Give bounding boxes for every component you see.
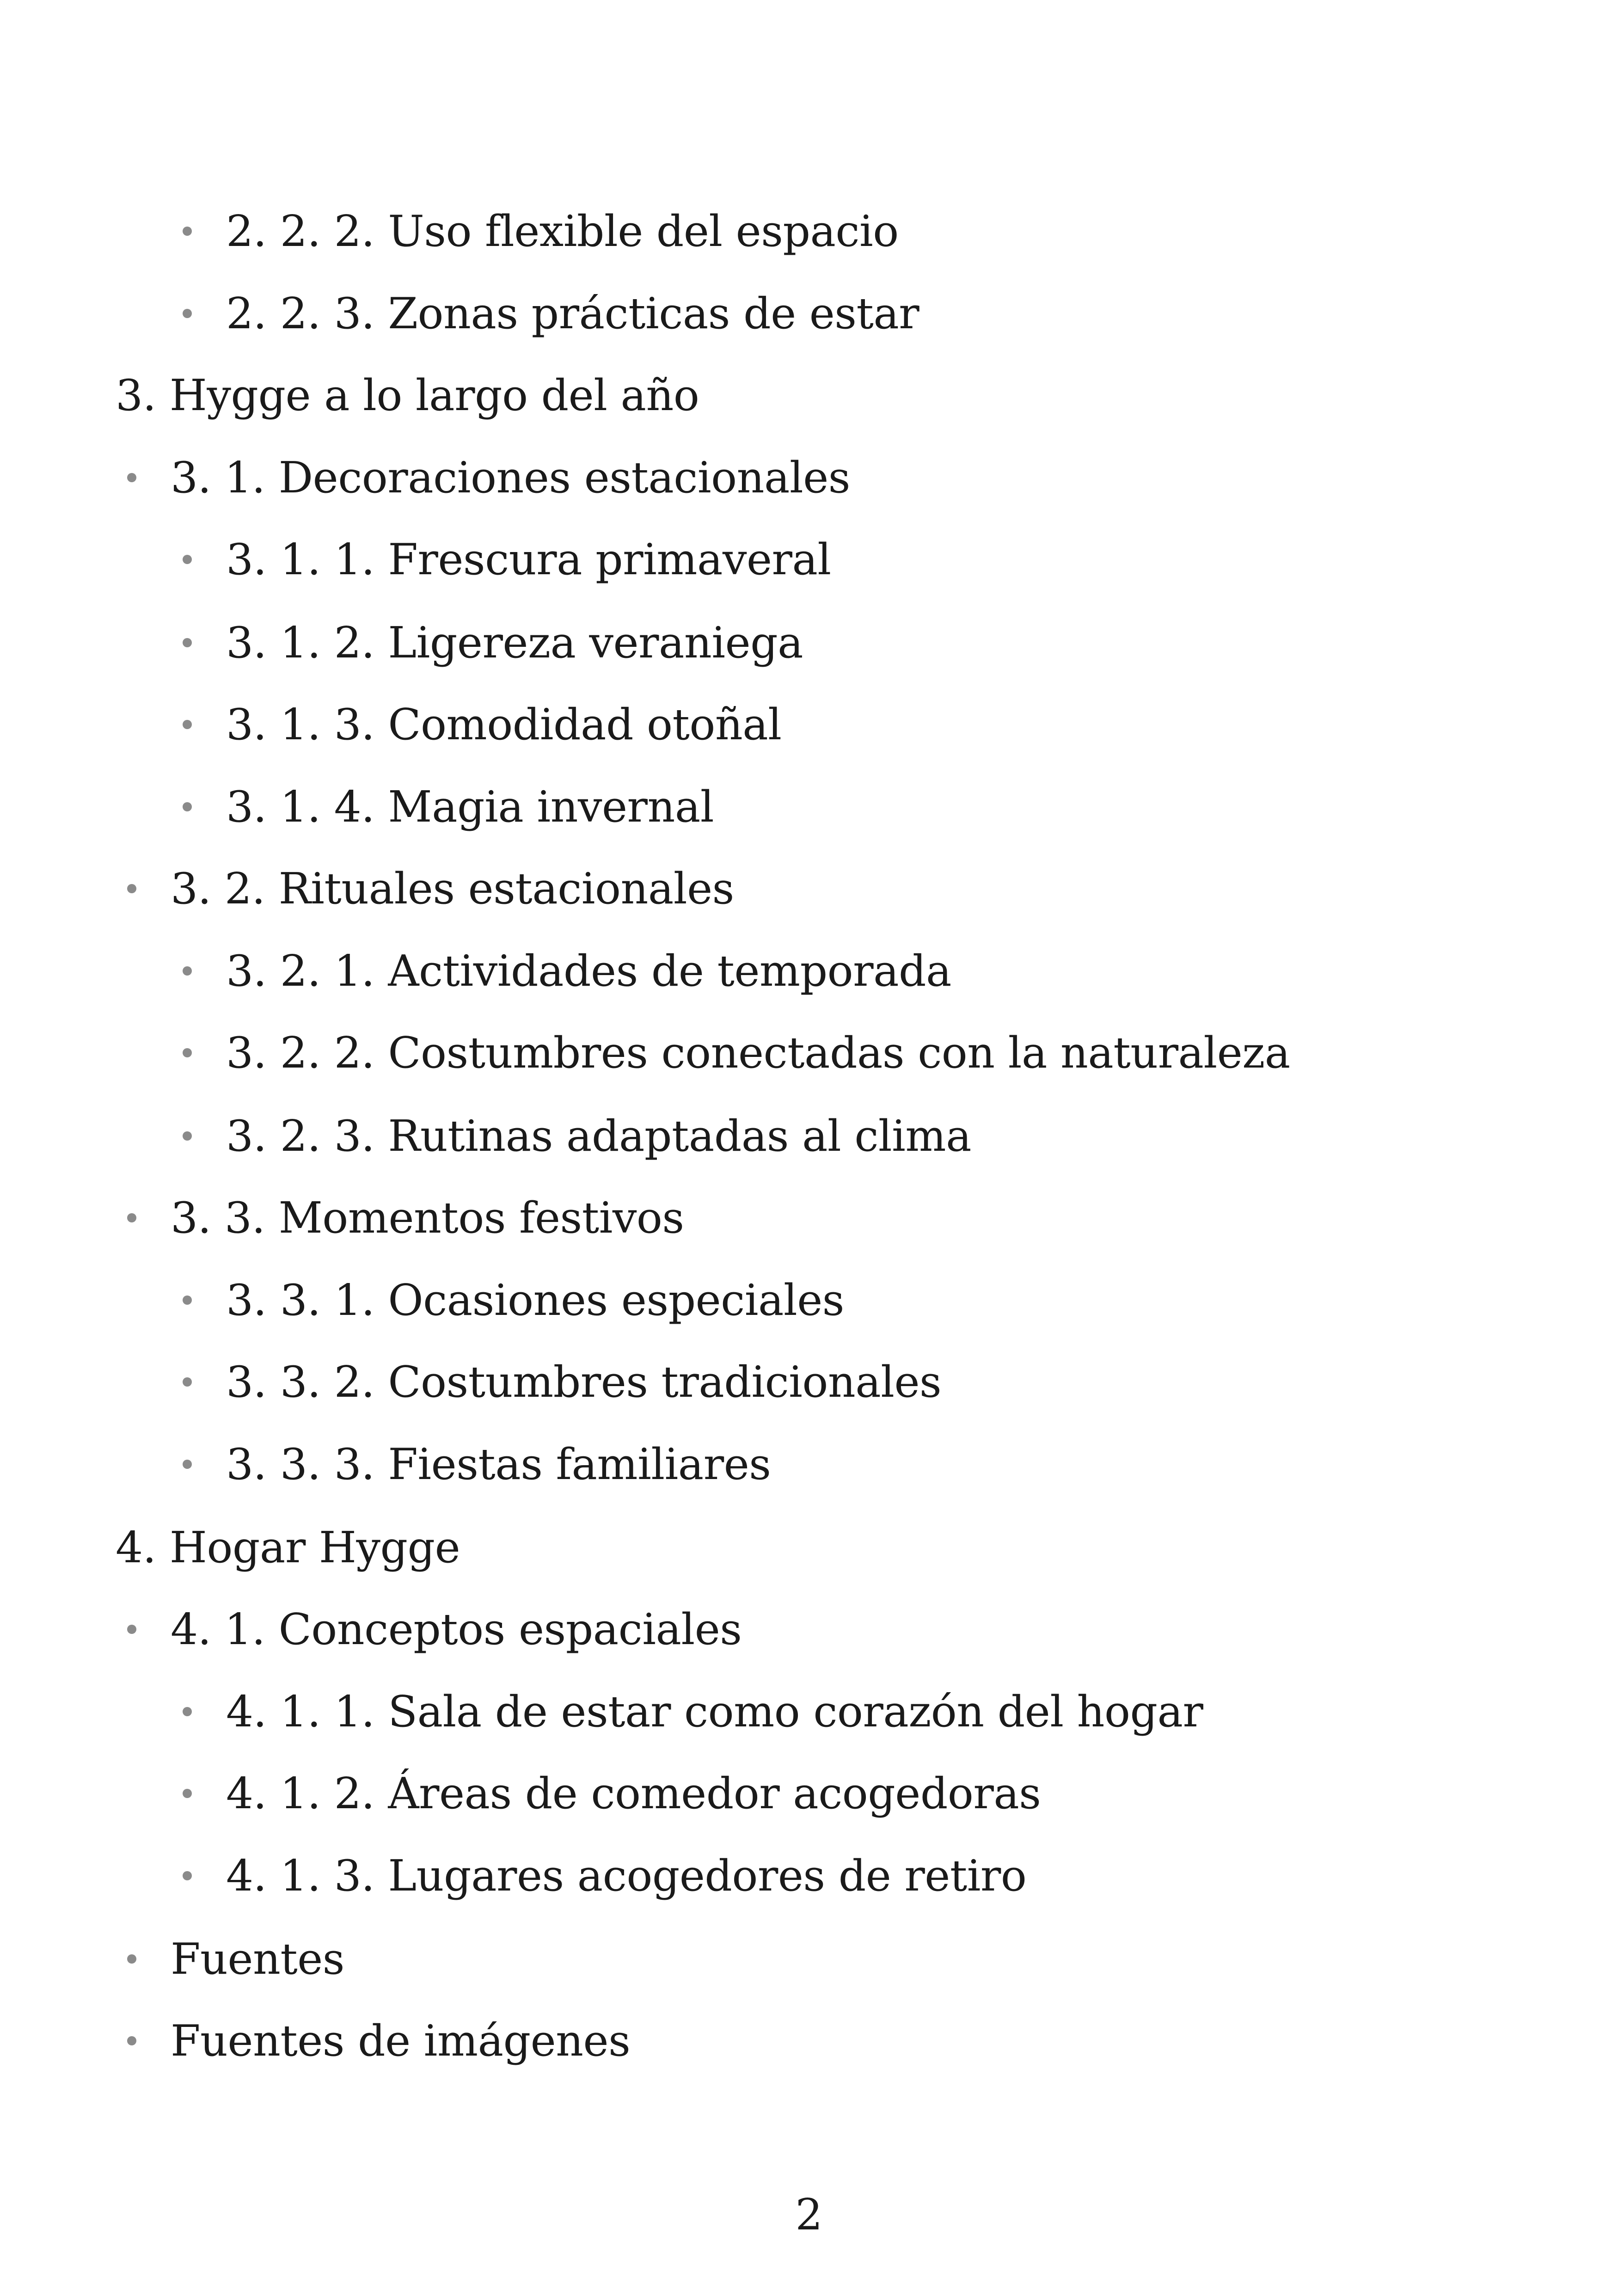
toc-item-4-1-1[interactable] <box>183 1684 1203 1739</box>
bullet-icon <box>183 1048 192 1057</box>
toc-item-label: 3. 3. Momentos festivos <box>171 1193 684 1243</box>
bullet-icon <box>183 227 192 236</box>
bullet-icon <box>183 1789 192 1798</box>
bullet-icon <box>183 720 192 729</box>
toc-chapter-3[interactable] <box>116 368 699 423</box>
toc-item-3-3-1[interactable] <box>183 1272 844 1328</box>
toc-item-3-1-2[interactable] <box>183 615 803 670</box>
bullet-icon <box>183 1460 192 1469</box>
toc-item-3-3-2[interactable] <box>183 1354 941 1410</box>
toc-item-label: 2. 2. 3. Zonas prácticas de estar <box>226 289 919 338</box>
bullet-icon <box>127 1213 136 1222</box>
toc-item-label: 3. 2. 1. Actividades de temporada <box>226 946 951 996</box>
toc-item-fuentes-imagenes[interactable] <box>127 2013 630 2069</box>
toc-item-label: 3. 2. 3. Rutinas adaptadas al clima <box>226 1111 972 1161</box>
toc-item-3-2-3[interactable] <box>183 1108 971 1164</box>
toc-chapter-4[interactable] <box>116 1520 460 1575</box>
toc-item-4-1-3[interactable] <box>183 1848 1026 1903</box>
toc-item-label: 3. 1. 2. Ligereza veraniega <box>226 618 803 668</box>
toc-item-3-3-3[interactable] <box>183 1437 771 1492</box>
toc-item-3-2-1[interactable] <box>183 943 951 999</box>
bullet-icon <box>183 966 192 976</box>
toc-item-label: 2. 2. 2. Uso flexible del espacio <box>226 206 899 256</box>
toc-item-2-2-3[interactable] <box>183 286 919 341</box>
toc-item-3-1[interactable] <box>127 450 850 505</box>
toc-item-label: 3. 2. 2. Costumbres conectadas con la naturaleza <box>226 1028 1290 1078</box>
bullet-icon <box>127 1954 136 1964</box>
toc-item-label: 4. 1. 3. Lugares acogedores de retiro <box>226 1851 1027 1901</box>
toc-item-3-3[interactable] <box>127 1190 684 1246</box>
bullet-icon <box>183 1871 192 1880</box>
toc-item-3-2-2[interactable] <box>183 1025 1290 1080</box>
bullet-icon <box>183 1377 192 1387</box>
toc-item-3-1-4[interactable] <box>183 779 714 835</box>
bullet-icon <box>127 2036 136 2045</box>
toc-item-label: 4. 1. 1. Sala de estar como corazón del hogar <box>226 1687 1203 1737</box>
bullet-icon <box>127 884 136 893</box>
bullet-icon <box>183 802 192 811</box>
bullet-icon <box>183 1131 192 1141</box>
toc-item-label: 3. 1. Decoraciones estacionales <box>171 453 850 503</box>
toc-item-label: 4. 1. Conceptos espaciales <box>171 1604 742 1654</box>
toc-item-label: Fuentes de imágenes <box>171 2016 631 2066</box>
toc-item-2-2-2[interactable] <box>183 203 899 259</box>
toc-item-label: Fuentes <box>171 1934 344 1984</box>
toc-item-fuentes[interactable] <box>127 1931 344 1987</box>
bullet-icon <box>127 1625 136 1634</box>
toc-item-label: 3. 1. 1. Frescura primaveral <box>226 534 831 584</box>
bullet-icon <box>183 1295 192 1305</box>
toc-item-4-1[interactable] <box>127 1602 742 1657</box>
toc-chapter-label: 3. Hygge a lo largo del año <box>116 370 699 420</box>
toc-item-label: 4. 1. 2. Áreas de comedor acogedoras <box>226 1768 1041 1818</box>
bullet-icon <box>183 638 192 647</box>
toc-chapter-label: 4. Hogar Hygge <box>116 1522 460 1572</box>
bullet-icon <box>183 555 192 564</box>
bullet-icon <box>127 473 136 482</box>
toc-item-label: 3. 1. 3. Comodidad otoñal <box>226 700 782 749</box>
bullet-icon <box>183 1707 192 1716</box>
bullet-icon <box>183 309 192 318</box>
toc-item-label: 3. 1. 4. Magia invernal <box>226 782 714 832</box>
toc-item-label: 3. 3. 3. Fiestas familiares <box>226 1439 771 1489</box>
toc-item-label: 3. 3. 2. Costumbres tradicionales <box>226 1357 942 1407</box>
toc-item-4-1-2[interactable] <box>183 1766 1041 1821</box>
toc-item-label: 3. 3. 1. Ocasiones especiales <box>226 1275 844 1325</box>
toc-item-3-1-1[interactable] <box>183 532 831 587</box>
toc-item-label: 3. 2. Rituales estacionales <box>171 864 734 914</box>
toc-item-3-2[interactable] <box>127 861 734 916</box>
page-number: 2 <box>795 2190 823 2240</box>
toc-item-3-1-3[interactable] <box>183 697 782 752</box>
